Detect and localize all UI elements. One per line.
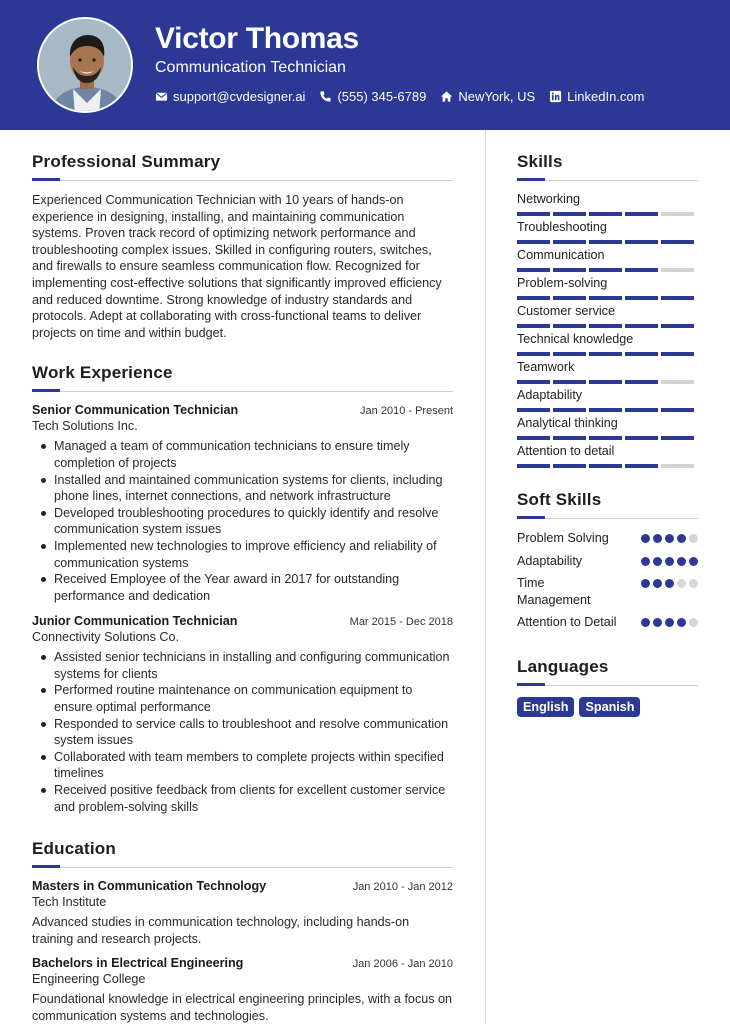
- soft-skill-item: [517, 614, 698, 631]
- skills-list: [517, 192, 698, 468]
- skill-label: Troubleshooting: [517, 220, 607, 234]
- skill-label: Customer service: [517, 304, 615, 318]
- skill-item: [517, 304, 698, 328]
- skill-level-segment: [589, 464, 622, 468]
- soft-skill-label: Attention to Detail: [517, 615, 617, 630]
- degree-title: Masters in Communication Technology: [32, 879, 267, 894]
- resume-header: [0, 0, 730, 130]
- candidate-name: Victor Thomas: [155, 22, 359, 55]
- rating-dot: [677, 618, 686, 627]
- list-item: Received positive feedback from clients for excellent customer service and problem-solving skills: [54, 782, 453, 815]
- skill-item: [517, 192, 698, 216]
- job-date: Jan 2010 - Present: [360, 405, 453, 418]
- language-badge: English: [517, 697, 574, 717]
- job-company: Connectivity Solutions Co.: [32, 630, 179, 645]
- skill-level-bar: [517, 436, 698, 440]
- list-item: Responded to service calls to troubleshoot and resolve communication system issues: [54, 716, 453, 749]
- skill-level-segment: [553, 352, 586, 356]
- rating-dots: [641, 618, 698, 627]
- list-item: Assisted senior technicians in installing and configuring communication systems for clients: [54, 649, 453, 682]
- skill-level-segment: [517, 464, 550, 468]
- language-list: [517, 697, 698, 717]
- skill-level-bar: [517, 212, 698, 216]
- list-item: Received Employee of the Year award in 2017 for outstanding performance and dedication: [54, 571, 453, 604]
- skill-level-segment: [589, 380, 622, 384]
- main-column: [32, 152, 453, 1024]
- skill-level-segment: [553, 240, 586, 244]
- skill-level-segment: [625, 436, 658, 440]
- skill-level-segment: [625, 296, 658, 300]
- contact-linkedin-text: LinkedIn.com: [567, 89, 645, 104]
- job-bullets: [32, 438, 453, 604]
- section-rule: [517, 517, 698, 519]
- summary-section: [32, 152, 453, 341]
- skill-level-segment: [517, 268, 550, 272]
- skill-level-segment: [625, 324, 658, 328]
- school-name: Engineering College: [32, 972, 146, 987]
- skill-level-segment: [553, 268, 586, 272]
- contact-email[interactable]: [155, 89, 305, 104]
- skill-level-bar: [517, 408, 698, 412]
- skill-level-segment: [589, 436, 622, 440]
- skill-level-segment: [661, 296, 694, 300]
- contact-phone[interactable]: [319, 89, 426, 104]
- profile-photo: [39, 19, 133, 113]
- skill-level-segment: [625, 268, 658, 272]
- rating-dot: [689, 579, 698, 588]
- contact-location-text: NewYork, US: [458, 89, 536, 104]
- experience-section: [32, 363, 453, 815]
- rating-dot: [653, 618, 662, 627]
- section-rule: [32, 866, 453, 868]
- skill-level-segment: [661, 464, 694, 468]
- rating-dot: [677, 557, 686, 566]
- list-item: Implemented new technologies to improve efficiency and reliability of communication systems: [54, 538, 453, 571]
- soft-skills-section: [517, 490, 698, 631]
- skill-level-segment: [589, 268, 622, 272]
- skill-level-segment: [553, 464, 586, 468]
- skill-level-segment: [589, 212, 622, 216]
- skill-level-bar: [517, 268, 698, 272]
- skill-level-segment: [553, 380, 586, 384]
- list-item: Managed a team of communication technicians to ensure timely completion of projects: [54, 438, 453, 471]
- skill-item: [517, 276, 698, 300]
- list-item: Developed troubleshooting procedures to quickly identify and resolve communication system issues: [54, 505, 453, 538]
- skill-level-bar: [517, 240, 698, 244]
- school-name: Tech Institute: [32, 895, 107, 910]
- soft-skill-label: Problem Solving: [517, 531, 609, 545]
- skill-level-segment: [517, 380, 550, 384]
- rating-dots: [641, 579, 698, 588]
- skill-level-segment: [625, 408, 658, 412]
- skill-level-segment: [625, 240, 658, 244]
- skill-level-segment: [553, 436, 586, 440]
- rating-dot: [653, 534, 662, 543]
- section-rule: [517, 179, 698, 181]
- skill-level-segment: [625, 352, 658, 356]
- rating-dot: [665, 534, 674, 543]
- skill-level-segment: [625, 212, 658, 216]
- soft-skill-label: Time Management: [517, 576, 591, 607]
- languages-section: [517, 657, 698, 717]
- rating-dot: [689, 534, 698, 543]
- section-title: Education: [32, 839, 116, 859]
- rating-dots: [641, 557, 698, 566]
- job-title: Junior Communication Technician: [32, 614, 238, 629]
- rating-dot: [689, 618, 698, 627]
- skill-level-segment: [589, 296, 622, 300]
- skill-level-segment: [625, 464, 658, 468]
- email-icon: [155, 90, 168, 103]
- skill-level-segment: [517, 240, 550, 244]
- rating-dot: [653, 579, 662, 588]
- skill-label: Communication: [517, 248, 605, 262]
- skill-level-segment: [589, 324, 622, 328]
- rating-dot: [665, 618, 674, 627]
- rating-dot: [653, 557, 662, 566]
- soft-skill-item: [517, 575, 698, 608]
- list-item: Collaborated with team members to complete projects within specified timelines: [54, 749, 453, 782]
- section-title: Skills: [517, 152, 563, 171]
- list-item: Installed and maintained communication systems for clients, including phone lines, internet connections, and network infrastructure: [54, 472, 453, 505]
- skill-level-segment: [589, 352, 622, 356]
- skill-level-segment: [589, 240, 622, 244]
- list-item: Performed routine maintenance on communication equipment to ensure optimal performance: [54, 682, 453, 715]
- rating-dot: [641, 618, 650, 627]
- skill-label: Networking: [517, 192, 580, 206]
- skill-level-bar: [517, 296, 698, 300]
- avatar: [37, 17, 133, 113]
- skills-section: [517, 152, 698, 468]
- skill-level-segment: [517, 324, 550, 328]
- skill-level-bar: [517, 324, 698, 328]
- skill-item: [517, 248, 698, 272]
- soft-skills-list: [517, 530, 698, 631]
- language-badge: Spanish: [579, 697, 640, 717]
- skill-level-segment: [661, 324, 694, 328]
- rating-dots: [641, 534, 698, 543]
- education-section: [32, 839, 453, 1024]
- rating-dot: [641, 534, 650, 543]
- linkedin-icon: [549, 90, 562, 103]
- job-date: Mar 2015 - Dec 2018: [349, 616, 453, 629]
- home-icon: [440, 90, 453, 103]
- section-rule: [32, 179, 453, 181]
- contact-list: [155, 89, 645, 104]
- skill-level-segment: [661, 408, 694, 412]
- rating-dot: [677, 534, 686, 543]
- rating-dot: [689, 557, 698, 566]
- skill-level-segment: [661, 380, 694, 384]
- side-column: [517, 152, 698, 717]
- job-company: Tech Solutions Inc.: [32, 419, 138, 434]
- job-bullets: [32, 649, 453, 815]
- contact-email-text: support@cvdesigner.ai: [173, 89, 306, 104]
- section-title: Work Experience: [32, 363, 173, 383]
- skill-level-bar: [517, 380, 698, 384]
- summary-text: Experienced Communication Technician with 10 years of hands-on experience in designing, installing, and maintaining communication systems. Proven track record of optimizing network performance and troubleshooting complex issues. Skilled in configuring routers, switches, and firewalls to ensure seamless communication flow. Recognized for implementing cost-effective solutions that significantly improved efficiency and reduced downtime. Strong knowledge of industry standards and protocols. Adept at collaborating with cross-functional teams to deliver projects on time and within budget.: [32, 193, 442, 340]
- contact-phone-text: (555) 345-6789: [337, 89, 427, 104]
- education-date: Jan 2006 - Jan 2010: [352, 958, 453, 971]
- job-entry: [32, 403, 453, 604]
- education-entry: [32, 956, 453, 1024]
- skill-label: Adaptability: [517, 388, 583, 402]
- skill-level-segment: [661, 212, 694, 216]
- skill-level-segment: [517, 352, 550, 356]
- education-description: Advanced studies in communication technology, including hands-on training and research projects.: [32, 915, 410, 946]
- column-divider: [485, 130, 486, 1024]
- skill-item: [517, 444, 698, 468]
- skill-level-segment: [661, 268, 694, 272]
- section-rule: [517, 684, 698, 686]
- degree-title: Bachelors in Electrical Engineering: [32, 956, 244, 971]
- skill-level-segment: [517, 436, 550, 440]
- skill-label: Attention to detail: [517, 444, 615, 458]
- rating-dot: [641, 579, 650, 588]
- skill-item: [517, 360, 698, 384]
- skill-level-segment: [589, 408, 622, 412]
- skill-level-segment: [661, 352, 694, 356]
- skill-label: Analytical thinking: [517, 416, 618, 430]
- skill-level-bar: [517, 464, 698, 468]
- rating-dot: [665, 557, 674, 566]
- rating-dot: [677, 579, 686, 588]
- job-title: Senior Communication Technician: [32, 403, 239, 418]
- candidate-role: Communication Technician: [155, 59, 346, 76]
- rating-dot: [665, 579, 674, 588]
- section-rule: [32, 390, 453, 392]
- skill-level-segment: [625, 380, 658, 384]
- contact-linkedin[interactable]: [549, 89, 644, 104]
- skill-level-segment: [553, 408, 586, 412]
- skill-label: Problem-solving: [517, 276, 608, 290]
- education-entry: [32, 879, 453, 947]
- soft-skill-item: [517, 530, 698, 547]
- skill-item: [517, 332, 698, 356]
- soft-skill-item: [517, 553, 698, 570]
- skill-label: Technical knowledge: [517, 332, 634, 346]
- skill-level-bar: [517, 352, 698, 356]
- skill-level-segment: [553, 212, 586, 216]
- section-title: Professional Summary: [32, 152, 221, 171]
- skill-level-segment: [661, 240, 694, 244]
- skill-level-segment: [517, 296, 550, 300]
- education-description: Foundational knowledge in electrical engineering principles, with a focus on communication systems and technologies.: [32, 992, 453, 1023]
- job-entry: [32, 614, 453, 815]
- skill-level-segment: [517, 212, 550, 216]
- skill-label: Teamwork: [517, 360, 575, 374]
- skill-item: [517, 220, 698, 244]
- phone-icon: [319, 90, 332, 103]
- skill-level-segment: [553, 296, 586, 300]
- skill-level-segment: [661, 436, 694, 440]
- rating-dot: [641, 557, 650, 566]
- skill-item: [517, 388, 698, 412]
- soft-skill-label: Adaptability: [517, 553, 583, 568]
- section-title: Soft Skills: [517, 490, 602, 509]
- education-date: Jan 2010 - Jan 2012: [352, 881, 453, 894]
- section-title: Languages: [517, 656, 609, 676]
- skill-level-segment: [517, 408, 550, 412]
- contact-location[interactable]: [440, 89, 535, 104]
- skill-level-segment: [553, 324, 586, 328]
- skill-item: [517, 416, 698, 440]
